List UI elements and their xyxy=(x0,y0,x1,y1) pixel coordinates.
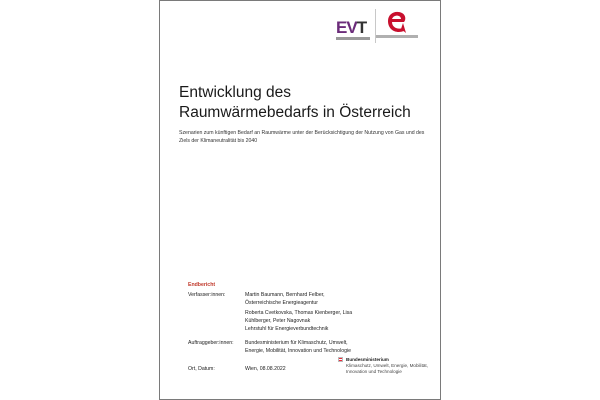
energy-agency-e-icon xyxy=(382,7,412,35)
energy-agency-logo xyxy=(382,7,412,41)
ministry-name: Bundesministerium xyxy=(346,357,389,362)
authors-group-1: Martin Baumann, Bernhard Felber, Österreichische Energieagentur xyxy=(245,292,325,306)
evt-logo-tagline xyxy=(336,37,370,40)
document-page xyxy=(159,0,441,400)
document-subtitle: Szenarien zum künftigen Bedarf an Raumwärme unter der Berücksichtigung der Nutzung von Gas und des Ziels der Klimaneutralität bis 2040 xyxy=(179,130,425,144)
authors-group-2: Roberta Cvetkovska, Thomas Kienberger, Lisa Kühlberger, Peter Nagovnak xyxy=(245,310,353,324)
client-label: Auftraggeber:innen: xyxy=(188,340,234,346)
place-date-value: Wien, 08.08.2022 xyxy=(245,366,286,372)
austrian-flag-icon xyxy=(338,357,343,362)
evt-logo-t: T xyxy=(356,18,367,37)
client-value: Bundesministerium für Klimaschutz, Umwelt, Energie, Mobilität, Innovation und Technologie xyxy=(245,340,352,354)
document-title: Entwicklung des Raumwärmebedarfs in Österreich xyxy=(179,84,411,121)
authors-group-2-affiliation: Lehrstuhl für Energieverbundtechnik xyxy=(245,326,329,332)
ministry-detail: Klimaschutz, Umwelt, Energie, Mobilität, Innovation und Technologie xyxy=(346,363,428,374)
evt-logo xyxy=(336,19,370,43)
evt-logo-ev: EV xyxy=(336,18,357,37)
authors-label: Verfasser:innen: xyxy=(188,292,226,298)
energy-agency-tagline xyxy=(376,35,418,38)
report-type: Endbericht xyxy=(188,282,216,288)
place-date-label: Ort, Datum: xyxy=(188,366,215,372)
